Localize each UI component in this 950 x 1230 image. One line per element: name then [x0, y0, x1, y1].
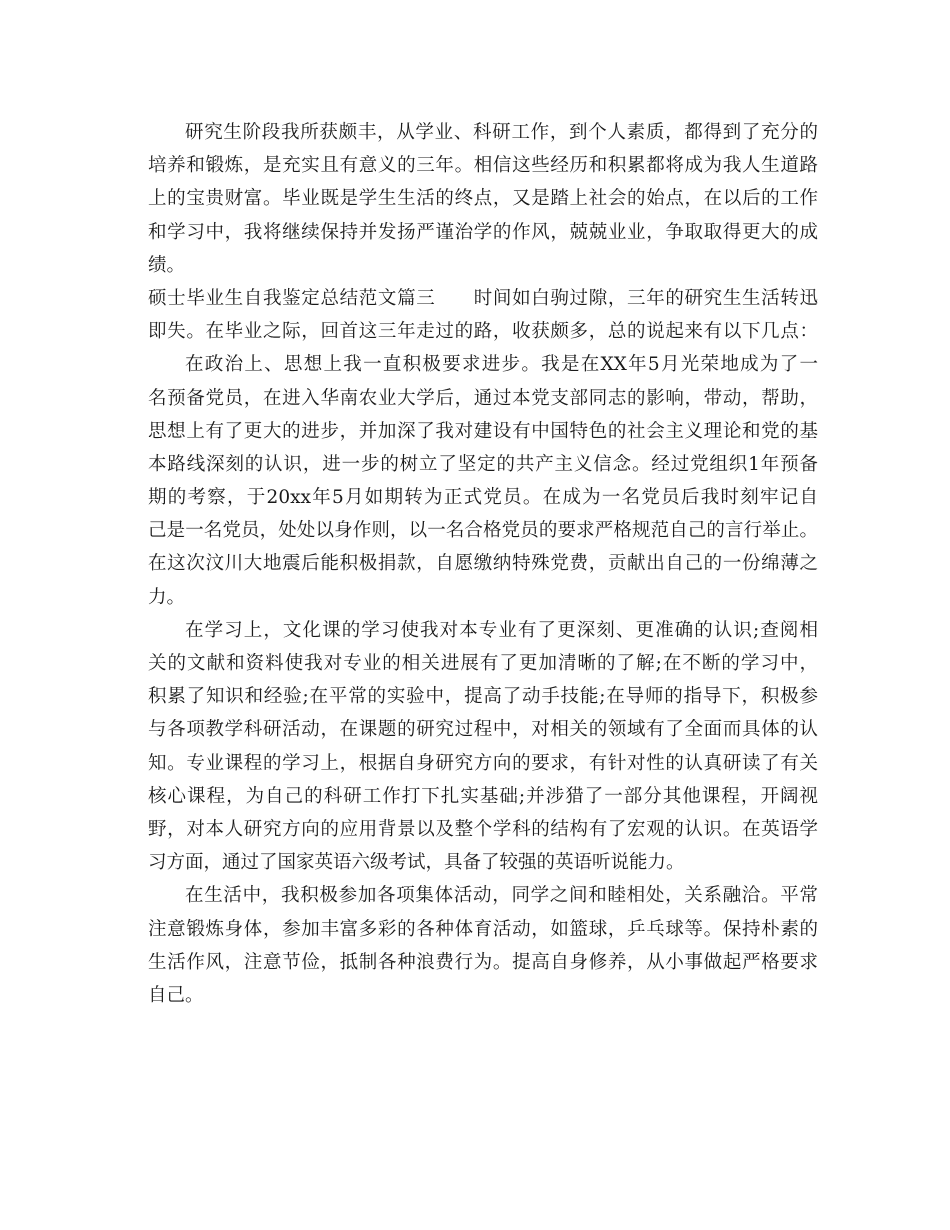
text-line: 即失。在毕业之际，回首这三年走过的路，收获颇多，总的说起来有以下几点：: [148, 321, 818, 343]
text-line: 力。: [148, 586, 186, 608]
text-line: 自己。: [148, 984, 204, 1006]
text-line: 名预备党员，在进入华南农业大学后，通过本党支部同志的影响，带动，帮助，: [148, 387, 818, 409]
text-line: 习方面，通过了国家英语六级考试，具备了较强的英语听说能力。: [148, 852, 685, 874]
text-line: 生活作风，注意节俭，抵制各种浪费行为。提高自身修养，从小事做起严格要求: [148, 951, 818, 973]
text-line: 在这次汶川大地震后能积极捐款，自愿缴纳特殊党费，贡献出自己的一份绵薄之: [148, 553, 818, 575]
text-line: 知。专业课程的学习上，根据自身研究方向的要求，有针对性的认真研读了有关: [148, 752, 818, 774]
text-line: 和学习中，我将继续保持并发扬严谨治学的作风，兢兢业业，争取取得更大的成: [148, 221, 818, 243]
text-line: 绩。: [148, 254, 186, 276]
text-line: 关的文献和资料使我对专业的相关进展有了更加清晰的了解;在不断的学习中，: [148, 653, 818, 674]
text-line: 上的宝贵财富。毕业既是学生生活的终点，又是踏上社会的始点，在以后的工作: [148, 188, 818, 210]
text-line: 己是一名党员，处处以身作则，以一名合格党员的要求严格规范自己的言行举止。: [148, 520, 818, 542]
text-line: 与各项教学科研活动，在课题的研究过程中，对相关的领域有了全面而具体的认: [148, 719, 818, 741]
text-line: 注意锻炼身体，参加丰富多彩的各种体育活动，如篮球，乒乓球等。保持朴素的: [148, 918, 818, 940]
text-line: 野，对本人研究方向的应用背景以及整个学科的结构有了宏观的认识。在英语学: [148, 818, 818, 840]
text-line: 在政治上、思想上我一直积极要求进步。我是在XX年5月光荣地成为了一: [185, 354, 818, 376]
text-line: 期的考察，于20xx年5月如期转为正式党员。在成为一名党员后我时刻牢记自: [148, 487, 818, 509]
document-body: [148, 116, 818, 1012]
text-line: 研究生阶段我所获颇丰，从学业、科研工作，到个人素质，都得到了充分的: [185, 122, 818, 143]
text-line: 本路线深刻的认识，进一步的树立了坚定的共产主义信念。经过党组织1年预备: [148, 453, 818, 475]
text-line: 在生活中，我积极参加各项集体活动，同学之间和睦相处，关系融洽。平常: [185, 885, 818, 907]
text-line: 积累了知识和经验;在平常的实验中，提高了动手技能;在导师的指导下，积极参: [148, 686, 818, 708]
text-line: 硕士毕业生自我鉴定总结范文篇三 时间如白驹过隙，三年的研究生生活转迅: [148, 287, 818, 309]
text-line: 核心课程，为自己的科研工作打下扎实基础;并涉猎了一部分其他课程，开阔视: [148, 785, 818, 807]
text-line: 培养和锻炼，是充实且有意义的三年。相信这些经历和积累都将成为我人生道路: [148, 155, 818, 177]
text-line: 思想上有了更大的进步，并加深了我对建设有中国特色的社会主义理论和党的基: [148, 420, 818, 442]
text-line: 在学习上，文化课的学习使我对本专业有了更深刻、更准确的认识;查阅相: [185, 619, 818, 641]
